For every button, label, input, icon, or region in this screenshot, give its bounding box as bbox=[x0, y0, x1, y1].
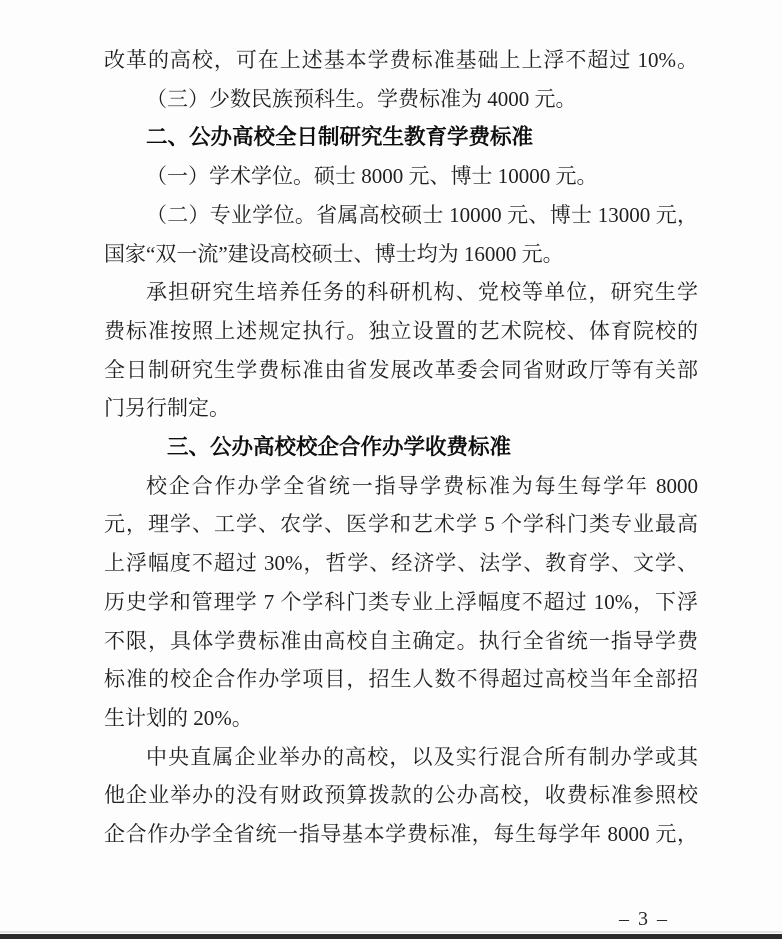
page-number: – 3 – bbox=[619, 908, 669, 930]
text-line: 承担研究生培养任务的科研机构、党校等单位，研究生学 bbox=[146, 280, 698, 305]
text-line: 不限，具体学费标准由高校自主确定。执行全省统一指导学费 bbox=[104, 628, 698, 653]
section-heading: 三、公办高校校企合作办学收费标准 bbox=[167, 435, 512, 460]
text-line: 上浮幅度不超过 30%，哲学、经济学、法学、教育学、文学、 bbox=[104, 551, 698, 576]
text-line: （二）专业学位。省属高校硕士 10000 元、博士 13000 元， bbox=[146, 202, 698, 227]
text-line: 校企合作办学全省统一指导学费标准为每生每学年 8000 bbox=[146, 473, 698, 498]
text-line: 门另行制定。 bbox=[104, 396, 230, 421]
text-line: （一）学术学位。硕士 8000 元、博士 10000 元。 bbox=[146, 164, 598, 189]
scan-edge-line bbox=[0, 931, 782, 933]
section-heading: 二、公办高校全日制研究生教育学费标准 bbox=[146, 125, 534, 150]
text-line: 改革的高校，可在上述基本学费标准基础上上浮不超过 10%。 bbox=[104, 48, 698, 72]
text-line: 生计划的 20%。 bbox=[104, 705, 253, 730]
text-line: 费标准按照上述规定执行。独立设置的艺术院校、体育院校的 bbox=[104, 318, 698, 343]
text-line: 全日制研究生学费标准由省发展改革委会同省财政厅等有关部 bbox=[104, 357, 698, 382]
text-line: 国家“双一流”建设高校硕士、博士均为 16000 元。 bbox=[104, 241, 564, 266]
text-line: 历史学和管理学 7 个学科门类专业上浮幅度不超过 10%，下浮 bbox=[104, 589, 698, 614]
text-line: 企合作办学全省统一指导基本学费标准，每生每学年 8000 元， bbox=[104, 822, 698, 847]
text-line: 他企业举办的没有财政预算拨款的公办高校，收费标准参照校 bbox=[104, 783, 698, 808]
text-line: （三）少数民族预科生。学费标准为 4000 元。 bbox=[146, 86, 577, 111]
text-line: 中央直属企业举办的高校，以及实行混合所有制办学或其 bbox=[146, 744, 698, 769]
scan-edge-band bbox=[0, 934, 782, 939]
document-body bbox=[104, 41, 698, 854]
text-line: 元，理学、工学、农学、医学和艺术学 5 个学科门类专业最高 bbox=[104, 512, 698, 537]
text-line: 标准的校企合作办学项目，招生人数不得超过高校当年全部招 bbox=[104, 667, 698, 692]
